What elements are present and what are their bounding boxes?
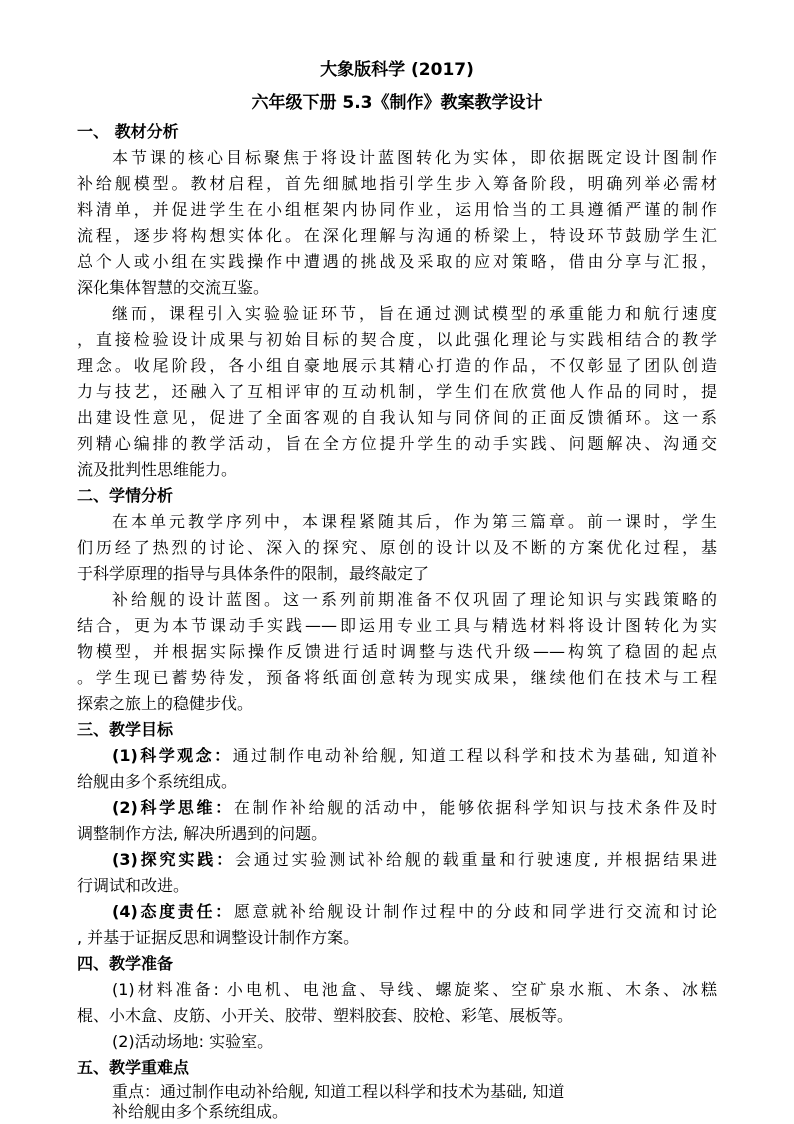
paragraph-line: 列精心编排的教学活动，旨在全方位提升学生的动手实践、问题解决、沟通交 [77, 434, 717, 453]
paragraph-line: (2)活动场地: 实验室。 [112, 1032, 274, 1051]
paragraph-line: 棍、小木盒、皮筋、小开关、胶带、塑料胶套、胶枪、彩笔、展板等。 [77, 1006, 574, 1025]
paragraph-line: 给舰由多个系统组成。 [77, 772, 238, 791]
paragraph-line: 物模型，并根据实际操作反馈进行适时调整与迭代升级——构筑了稳固的起点 [77, 642, 717, 661]
section-heading-teaching-goals: 三、教学目标 [77, 720, 174, 739]
key-point-line: 重点：通过制作电动补给舰, 知道工程以科学和技术为基础, 知道 [112, 1082, 565, 1101]
paragraph-line: 补给舰模型。教材启程，首先细腻地指引学生步入筹备阶段，明确列举必需材 [77, 174, 717, 193]
paragraph-line: 力与技艺，还融入了互相评审的互动机制，学生们在欣赏他人作品的同时，提 [77, 382, 717, 401]
goal-science-concept [112, 744, 717, 768]
paragraph-line: 行调试和改进。 [77, 876, 190, 895]
document-subtitle: 六年级下册 5.3《制作》教案教学设计 [251, 93, 543, 113]
paragraph-line: 理念。收尾阶段，各小组自豪地展示其精心打造的作品，不仅彰显了团队创造 [77, 356, 717, 375]
paragraph-line: ，直接检验设计成果与初始目标的契合度，以此强化理论与实践相结合的教学 [77, 330, 717, 349]
paragraph-line: 结合，更为本节课动手实践——即运用专业工具与精选材料将设计图转化为实 [77, 616, 717, 635]
document-title: 大象版科学 (2017) [320, 60, 474, 80]
section-heading-textbook-analysis: 一、 教材分析 [77, 122, 179, 141]
goal-label: (1)科学观念： [112, 746, 233, 765]
paragraph-line: 探索之旅上的稳健步伐。 [77, 694, 254, 713]
section-heading-key-difficult-points: 五、教学重难点 [77, 1058, 190, 1077]
goal-label: (2)科学思维： [112, 798, 234, 817]
paragraph-line: 总个人或小组在实践操作中遭遇的挑战及采取的应对策略，借由分享与汇报， [77, 252, 717, 271]
paragraph-line: 。学生现已蓄势待发，预备将纸面创意转为现实成果，继续他们在技术与工程 [77, 668, 717, 687]
key-point-line: 补给舰由多个系统组成。 [112, 1102, 289, 1121]
goal-attitude-responsibility [112, 900, 717, 924]
goal-inquiry-practice [112, 848, 717, 872]
paragraph-line: 料清单，并促进学生在小组框架内协同作业，运用恰当的工具遵循严谨的制作 [77, 200, 717, 219]
paragraph-line: 本节课的核心目标聚焦于将设计蓝图转化为实体，即依据既定设计图制作 [112, 148, 717, 167]
goal-label: (4)态度责任： [112, 902, 234, 921]
paragraph-line: 补给舰的设计蓝图。这一系列前期准备不仅巩固了理论知识与实践策略的 [112, 590, 717, 609]
goal-science-thinking [112, 796, 717, 820]
paragraph-line: 出建设性意见，促进了全面客观的自我认知与同侪间的正面反馈循环。这一系 [77, 408, 717, 427]
section-heading-learner-analysis: 二、学情分析 [77, 486, 174, 505]
goal-text: 愿意就补给舰设计制作过程中的分歧和同学进行交流和讨论 [233, 902, 717, 921]
paragraph-line: 们历经了热烈的讨论、深入的探究、原创的设计以及不断的方案优化过程，基 [77, 538, 717, 557]
paragraph-line: (1)材料准备: 小电机、电池盒、导线、螺旋桨、空矿泉水瓶、木条、冰糕 [112, 980, 717, 999]
paragraph-line: 调整制作方法, 解决所遇到的问题。 [77, 824, 328, 843]
paragraph-line: , 并基于证据反思和调整设计制作方案。 [77, 928, 360, 947]
paragraph-line: 继而，课程引入实验验证环节，旨在通过测试模型的承重能力和航行速度 [112, 304, 717, 323]
goal-label: (3)探究实践： [112, 850, 235, 869]
paragraph-line: 流及批判性思维能力。 [77, 460, 238, 479]
goal-text: 通过制作电动补给舰, 知道工程以科学和技术为基础, 知道补 [232, 746, 717, 765]
paragraph-line: 流程，逐步将构想实体化。在深化理解与沟通的桥梁上，特设环节鼓励学生汇 [77, 226, 717, 245]
goal-text: 在制作补给舰的活动中，能够依据科学知识与技术条件及时 [233, 798, 717, 817]
section-heading-teaching-preparation: 四、教学准备 [77, 954, 174, 973]
paragraph-line: 在本单元教学序列中，本课程紧随其后，作为第三篇章。前一课时，学生 [112, 512, 717, 531]
goal-text: 会通过实验测试补给舰的载重量和行驶速度, 并根据结果进 [235, 850, 717, 869]
paragraph-line: 深化集体智慧的交流互鉴。 [77, 278, 270, 297]
paragraph-line: 于科学原理的指导与具体条件的限制，最终敲定了 [77, 564, 430, 583]
